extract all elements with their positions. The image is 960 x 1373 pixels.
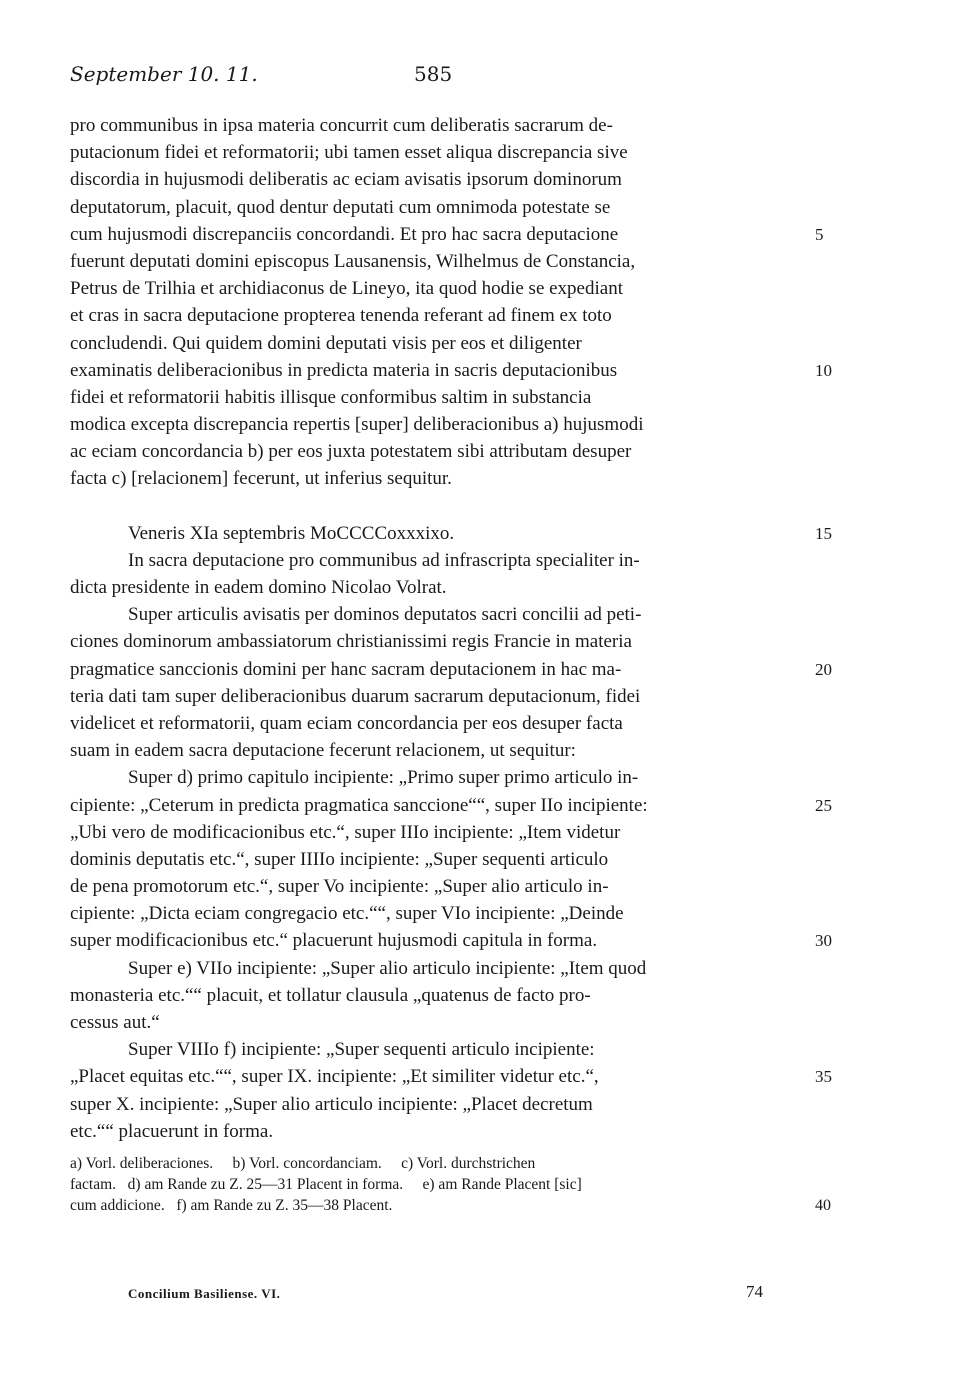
text-line <box>70 656 832 683</box>
footnote-text: a) Vorl. deliberaciones. b) Vorl. concordanciam. c) Vorl. durchstrichen <box>70 1154 536 1172</box>
line-text: examinatis deliberacionibus in predicta materia in sacris deputacionibus <box>70 359 618 381</box>
footer-signature-number: 74 <box>746 1282 763 1301</box>
text-line <box>70 547 805 574</box>
text-line <box>70 194 805 221</box>
line-number: 5 <box>815 224 824 244</box>
text-line <box>70 710 805 737</box>
text-line <box>70 1009 805 1036</box>
text-line <box>70 764 805 791</box>
line-text: Veneris XIa septembris MoCCCCoxxxixo. <box>128 522 455 544</box>
line-text: dicta presidente in eadem domino Nicolao Volrat. <box>70 577 447 598</box>
line-text: „Placet equitas etc.““, super IX. incipiente: „Et similiter videtur etc.“, <box>70 1066 599 1088</box>
line-number: 15 <box>815 523 832 543</box>
text-line <box>70 1036 805 1063</box>
footnote-text: factam. d) am Rande zu Z. 25—31 Placent in forma. e) am Rande Placent [sic] <box>70 1175 582 1193</box>
text-line <box>70 166 805 193</box>
text-line <box>70 275 805 302</box>
text-line <box>70 927 832 954</box>
line-text: cum hujusmodi discrepanciis concordandi. Et pro hac sacra deputacione <box>70 223 619 245</box>
line-text: putacionum fidei et reformatorii; ubi tamen esset aliqua discrepancia sive <box>70 142 628 164</box>
text-line <box>70 574 805 601</box>
text-line <box>70 520 832 547</box>
footnote-spacer <box>70 1145 805 1153</box>
text-line <box>70 1091 805 1118</box>
line-text: super modificacionibus etc.“ placuerunt hujusmodi capitula in forma. <box>70 930 598 952</box>
line-text: cipiente: „Dicta eciam congregacio etc.““, super VIo incipiente: „Deinde <box>70 903 624 925</box>
line-text: Petrus de Trilhia et archidiaconus de Lineyo, ita quod hodie se expediant <box>70 278 623 300</box>
line-number: 35 <box>815 1067 832 1087</box>
text-line <box>70 411 805 438</box>
text-line <box>70 384 805 411</box>
text-line <box>70 628 805 655</box>
footnote-line <box>70 1153 805 1174</box>
line-text: monasteria etc.““ placuit, et tollatur clausula „quatenus de facto pro- <box>70 984 591 1006</box>
line-text: discordia in hujusmodi deliberatis ac eciam avisatis ipsorum dominorum <box>70 169 622 191</box>
line-text: et cras in sacra deputacione propterea tenenda referant ad finem ex toto <box>70 305 612 327</box>
footnote-line <box>70 1174 805 1195</box>
text-line <box>70 846 805 873</box>
line-text: ac eciam concordancia b) per eos juxta potestatem sibi attributam desuper <box>70 441 632 463</box>
line-number: 10 <box>815 360 832 380</box>
text-line <box>70 1063 832 1090</box>
line-text: etc.““ placuerunt in forma. <box>70 1120 274 1142</box>
line-text: pro communibus in ipsa materia concurrit cum deliberatis sacrarum de- <box>70 115 613 136</box>
text-line <box>70 955 805 982</box>
text-line <box>70 601 805 628</box>
line-text: teria dati tam super deliberacionibus duarum sacrarum deputacionum, fidei <box>70 685 641 707</box>
text-line <box>70 683 805 710</box>
body-text <box>70 112 832 1216</box>
line-text: Super articulis avisatis per dominos deputatos sacri concilii ad peti- <box>128 604 642 626</box>
line-text: Super VIIIo f) incipiente: „Super sequenti articulo incipiente: <box>128 1039 595 1061</box>
section-gap <box>70 493 805 520</box>
text-line <box>70 737 805 764</box>
line-text: Super d) primo capitulo incipiente: „Primo super primo articulo in- <box>128 767 639 789</box>
text-line <box>70 221 824 248</box>
text-line <box>70 873 805 900</box>
page-number: 585 <box>414 62 453 86</box>
line-text: cessus aut.“ <box>70 1012 160 1033</box>
line-text: cipiente: „Ceterum in predicta pragmatica sanccione““, super IIo incipiente: <box>70 794 648 816</box>
line-text: deputatorum, placuit, quod dentur deputati cum omnimoda potestate se <box>70 196 611 218</box>
footnote-text: cum addicione. f) am Rande zu Z. 35—38 Placent. <box>70 1196 393 1214</box>
line-text: concludendi. Qui quidem domini deputati visis per eos et diligenter <box>70 332 582 354</box>
line-text: suam in eadem sacra deputacione fecerunt relacionem, ut sequitur: <box>70 740 576 762</box>
line-text: super X. incipiente: „Super alio articulo incipiente: „Placet decretum <box>70 1093 593 1115</box>
text-line <box>70 465 805 492</box>
line-text: dominis deputatis etc.“, super IIIIo incipiente: „Super sequenti articulo <box>70 848 609 870</box>
line-text: videlicet et reformatorii, quam eciam concordancia per eos desuper facta <box>70 712 623 734</box>
text-line <box>70 357 832 384</box>
line-text: de pena promotorum etc.“, super Vo incipiente: „Super alio articulo in- <box>70 876 609 898</box>
text-line <box>70 900 805 927</box>
line-text: In sacra deputacione pro communibus ad infrascripta specialiter in- <box>128 549 640 571</box>
text-line <box>70 112 805 139</box>
line-number: 20 <box>815 659 832 679</box>
line-text: fidei et reformatorii habitis illisque conformibus saltim in substancia <box>70 386 592 408</box>
line-text: pragmatice sanccionis domini per hanc sacram deputacionem in hac ma- <box>70 658 622 680</box>
line-text: fuerunt deputati domini episcopus Lausanensis, Wilhelmus de Constancia, <box>70 250 636 272</box>
text-line <box>70 982 805 1009</box>
text-line <box>70 248 805 275</box>
line-number: 40 <box>815 1196 831 1214</box>
text-line <box>70 792 832 819</box>
line-text: Super e) VIIo incipiente: „Super alio articulo incipiente: „Item quod <box>128 957 647 979</box>
line-text: modica excepta discrepancia repertis [super] deliberacionibus a) hujusmodi <box>70 414 644 436</box>
text-line <box>70 302 805 329</box>
line-text: „Ubi vero de modificacionibus etc.“, super IIIo incipiente: „Item videtur <box>70 821 621 843</box>
line-number: 25 <box>815 795 832 815</box>
line-text: facta c) [relacionem] fecerunt, ut inferius sequitur. <box>70 468 452 490</box>
text-line <box>70 139 805 166</box>
line-number: 30 <box>815 931 832 951</box>
footer-series-title: Concilium Basiliense. VI. <box>128 1286 281 1301</box>
footnote-line <box>70 1195 831 1216</box>
text-line <box>70 330 805 357</box>
line-text: ciones dominorum ambassiatorum christianissimi regis Francie in materia <box>70 631 632 653</box>
running-header-date: September 10. 11. <box>70 62 258 86</box>
text-line <box>70 1118 805 1145</box>
text-line <box>70 819 805 846</box>
text-line <box>70 438 805 465</box>
